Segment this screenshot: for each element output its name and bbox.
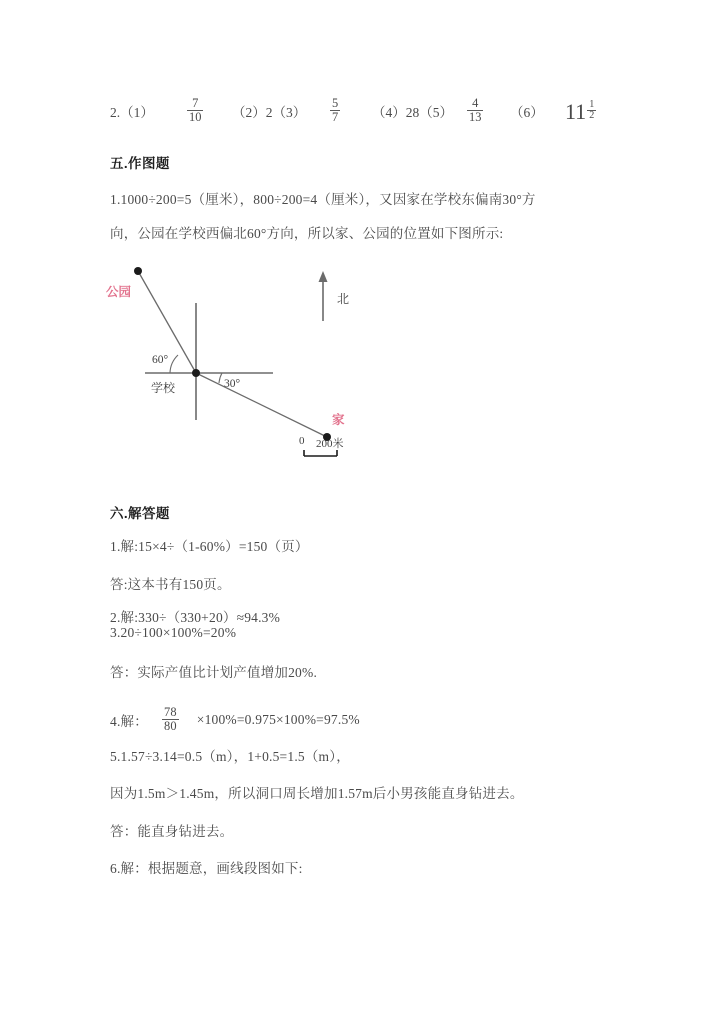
answer-key-row	[110, 88, 630, 134]
section-six-line-5: 答：实际产值比计划产值增加20%.	[110, 665, 318, 680]
angle-arc-60	[170, 355, 178, 373]
section-heading-six: 六.解答题	[110, 506, 170, 521]
answer-prefix: 2.（1）	[110, 105, 154, 120]
answer-fraction-1	[185, 88, 205, 134]
answer-text-2-3: （2）2（3）	[232, 105, 307, 120]
section-six-item-4	[110, 707, 360, 733]
ray-to-home	[196, 373, 327, 437]
fraction-denominator: 7	[332, 109, 339, 124]
label-school: 学校	[151, 381, 176, 395]
section-five-line-1: 1.1000÷200=5（厘米），800÷200=4（厘米），又因家在学校东偏南30°方	[110, 192, 536, 207]
item-4-suffix: ×100%=0.975×100%=97.5%	[196, 712, 360, 728]
fraction-denominator: 2	[589, 110, 595, 122]
label-angle-60: 60°	[152, 354, 169, 366]
section-five-line-2: 向，公园在学校西偏北60°方向，所以家、公园的位置如下图所示:	[110, 226, 504, 241]
answer-text-6: （6）	[510, 105, 544, 120]
fraction-numerator: 7	[192, 95, 199, 110]
fraction-denominator: 10	[189, 109, 202, 124]
section-heading-five: 五.作图题	[110, 156, 170, 171]
fraction-denominator: 13	[469, 109, 482, 124]
diagram-svg	[100, 255, 420, 480]
direction-position-diagram	[100, 255, 420, 480]
north-arrow-head	[319, 271, 328, 282]
answer-mixed-number-6	[565, 88, 596, 134]
fraction-numerator: 5	[332, 95, 339, 110]
section-six-line-1: 1.解:15×4÷（1-60%）=150（页）	[110, 539, 309, 554]
item-4-prefix: 4.解：	[110, 714, 148, 730]
answer-fraction-5	[465, 88, 485, 134]
answer-text-4-5: （4）28（5）	[372, 105, 453, 120]
label-scale-value: 200米	[316, 438, 344, 450]
mixed-whole-part: 11	[565, 98, 587, 124]
section-six-line-7: 因为1.5m＞1.45m，所以洞口周长增加1.57m后小男孩能直身钻进去。	[110, 786, 524, 801]
point-school	[192, 369, 200, 377]
section-six-line-2: 答:这本书有150页。	[110, 577, 231, 592]
label-angle-30: 30°	[224, 378, 241, 390]
answer-fraction-3	[328, 88, 342, 134]
label-north: 北	[337, 292, 350, 306]
angle-arc-30	[219, 373, 222, 383]
section-six-line-8: 答：能直身钻进去。	[110, 824, 234, 839]
point-park	[134, 267, 142, 275]
section-six-line-9: 6.解：根据题意，画线段图如下:	[110, 861, 303, 876]
label-home: 家	[332, 413, 345, 427]
fraction-numerator: 1	[589, 99, 595, 111]
fraction-numerator: 78	[163, 705, 177, 719]
fraction-numerator: 4	[472, 95, 479, 110]
section-six-line-3: 2.解:330÷（330+20）≈94.3%	[110, 610, 281, 625]
section-six-line-6: 5.1.57÷3.14=0.5（m），1+0.5=1.5（m），	[110, 749, 350, 764]
section-six-line-4: 3.20÷100×100%=20%	[110, 625, 237, 640]
label-scale-zero: 0	[299, 435, 305, 447]
label-park: 公园	[106, 285, 132, 299]
fraction-denominator: 80	[163, 718, 177, 733]
